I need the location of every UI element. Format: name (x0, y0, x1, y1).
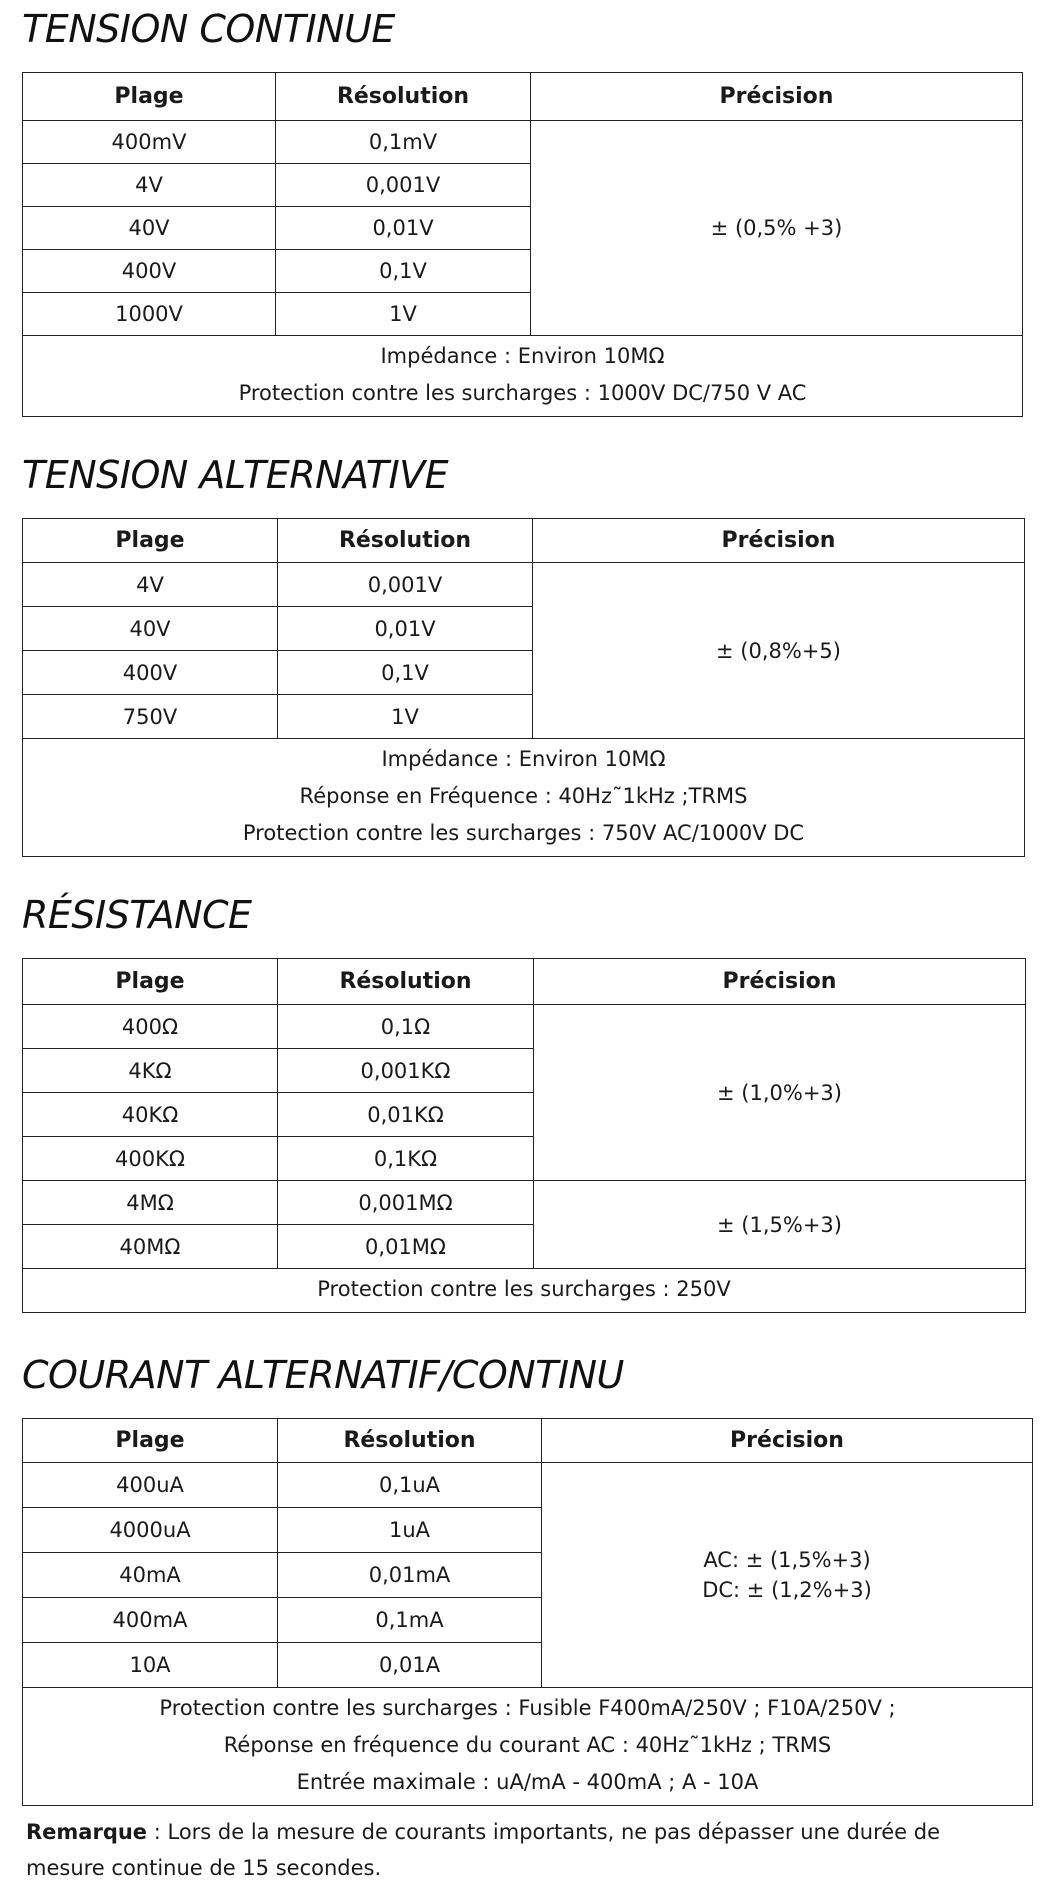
resolution-cell: 0,1V (278, 651, 533, 695)
precision-cell: ± (1,5%+3) (534, 1181, 1026, 1269)
header-precision: Précision (533, 519, 1025, 563)
table-footer-row (23, 336, 1023, 417)
range-cell: 400V (23, 250, 276, 293)
resolution-cell: 1V (278, 695, 533, 739)
spec-table-courant (22, 1418, 1033, 1806)
spec-table-tension-alternative (22, 518, 1025, 857)
range-cell: 400V (23, 651, 278, 695)
resolution-cell: 1V (276, 293, 531, 336)
range-cell: 40MΩ (23, 1225, 278, 1269)
resolution-cell: 0,01KΩ (278, 1093, 534, 1137)
footer-line: Réponse en Fréquence : 40Hz˜1kHz ;TRMS (299, 784, 748, 808)
resolution-cell: 0,1uA (278, 1463, 542, 1508)
header-precision: Précision (531, 73, 1023, 121)
resolution-cell: 0,01A (278, 1643, 542, 1688)
resolution-cell: 0,1KΩ (278, 1137, 534, 1181)
range-cell: 400uA (23, 1463, 278, 1508)
range-cell: 40V (23, 607, 278, 651)
table-row (23, 563, 1025, 607)
table-footer-row (23, 1269, 1026, 1313)
range-cell: 4V (23, 563, 278, 607)
table-footer-notes (23, 336, 1023, 417)
section-title-resistance: RÉSISTANCE (22, 893, 252, 937)
table-footer-row (23, 1688, 1033, 1806)
precision-cell: ± (0,8%+5) (533, 563, 1025, 739)
table-header-row (23, 959, 1026, 1005)
range-cell: 4KΩ (23, 1049, 278, 1093)
remark-text: : Lors de la mesure de courants importants, ne pas dépasser une durée de mesure continue de 15 secondes. (26, 1820, 941, 1880)
remark-note (26, 1814, 1016, 1886)
section-title-tension-continue: TENSION CONTINUE (22, 7, 395, 51)
footer-line: Protection contre les surcharges : 750V AC/1000V DC (242, 821, 805, 845)
precision-cell (542, 1463, 1033, 1688)
resolution-cell: 0,01V (278, 607, 533, 651)
resolution-cell: 0,001V (278, 563, 533, 607)
resolution-cell: 0,1V (276, 250, 531, 293)
header-plage: Plage (23, 959, 278, 1005)
resolution-cell: 0,1mV (276, 121, 531, 164)
footer-line: Protection contre les surcharges : 1000V DC/750 V AC (238, 381, 807, 405)
spec-table-resistance (22, 958, 1026, 1313)
footer-line: Entrée maximale : uA/mA - 400mA ; A - 10A (296, 1770, 759, 1794)
table-footer-notes (23, 1688, 1033, 1806)
resolution-cell: 0,001V (276, 164, 531, 207)
range-cell: 400mV (23, 121, 276, 164)
range-cell: 400Ω (23, 1005, 278, 1049)
resolution-cell: 1uA (278, 1508, 542, 1553)
footer-line: Protection contre les surcharges : 250V (317, 1277, 731, 1301)
resolution-cell: 0,01mA (278, 1553, 542, 1598)
footer-line: Protection contre les surcharges : Fusible F400mA/250V ; F10A/250V ; (159, 1696, 896, 1720)
resolution-cell: 0,1mA (278, 1598, 542, 1643)
range-cell: 400mA (23, 1598, 278, 1643)
footer-line: Impédance : Environ 10MΩ (381, 747, 666, 771)
range-cell: 40KΩ (23, 1093, 278, 1137)
range-cell: 10A (23, 1643, 278, 1688)
range-cell: 4MΩ (23, 1181, 278, 1225)
resolution-cell: 0,1Ω (278, 1005, 534, 1049)
range-cell: 4000uA (23, 1508, 278, 1553)
resolution-cell: 0,001KΩ (278, 1049, 534, 1093)
precision-cell: ± (1,0%+3) (534, 1005, 1026, 1181)
table-header-row (23, 519, 1025, 563)
table-row (23, 1463, 1033, 1508)
range-cell: 40V (23, 207, 276, 250)
table-row (23, 1005, 1026, 1049)
footer-line: Impédance : Environ 10MΩ (380, 344, 665, 368)
header-plage: Plage (23, 1419, 278, 1463)
precision-cell: ± (0,5% +3) (531, 121, 1023, 336)
header-precision: Précision (542, 1419, 1033, 1463)
range-cell: 40mA (23, 1553, 278, 1598)
resolution-cell: 0,01V (276, 207, 531, 250)
range-cell: 750V (23, 695, 278, 739)
header-plage: Plage (23, 73, 276, 121)
spec-table-tension-continue (22, 72, 1023, 417)
header-plage: Plage (23, 519, 278, 563)
resolution-cell: 0,001MΩ (278, 1181, 534, 1225)
resolution-cell: 0,01MΩ (278, 1225, 534, 1269)
table-row (23, 1181, 1026, 1225)
precision-dc: DC: ± (1,2%+3) (702, 1578, 872, 1602)
footer-line: Réponse en fréquence du courant AC : 40Hz˜1kHz ; TRMS (223, 1733, 832, 1757)
header-resolution: Résolution (278, 959, 534, 1005)
remark-label: Remarque (26, 1820, 148, 1844)
header-resolution: Résolution (278, 1419, 542, 1463)
range-cell: 4V (23, 164, 276, 207)
table-footer-notes (23, 739, 1025, 857)
table-footer-notes (23, 1269, 1026, 1313)
table-footer-row (23, 739, 1025, 857)
range-cell: 1000V (23, 293, 276, 336)
header-resolution: Résolution (276, 73, 531, 121)
table-header-row (23, 1419, 1033, 1463)
table-header-row (23, 73, 1023, 121)
header-precision: Précision (534, 959, 1026, 1005)
table-row (23, 121, 1023, 164)
range-cell: 400KΩ (23, 1137, 278, 1181)
precision-ac: AC: ± (1,5%+3) (703, 1548, 871, 1572)
section-title-courant: COURANT ALTERNATIF/CONTINU (22, 1353, 624, 1397)
section-title-tension-alternative: TENSION ALTERNATIVE (22, 453, 449, 497)
header-resolution: Résolution (278, 519, 533, 563)
